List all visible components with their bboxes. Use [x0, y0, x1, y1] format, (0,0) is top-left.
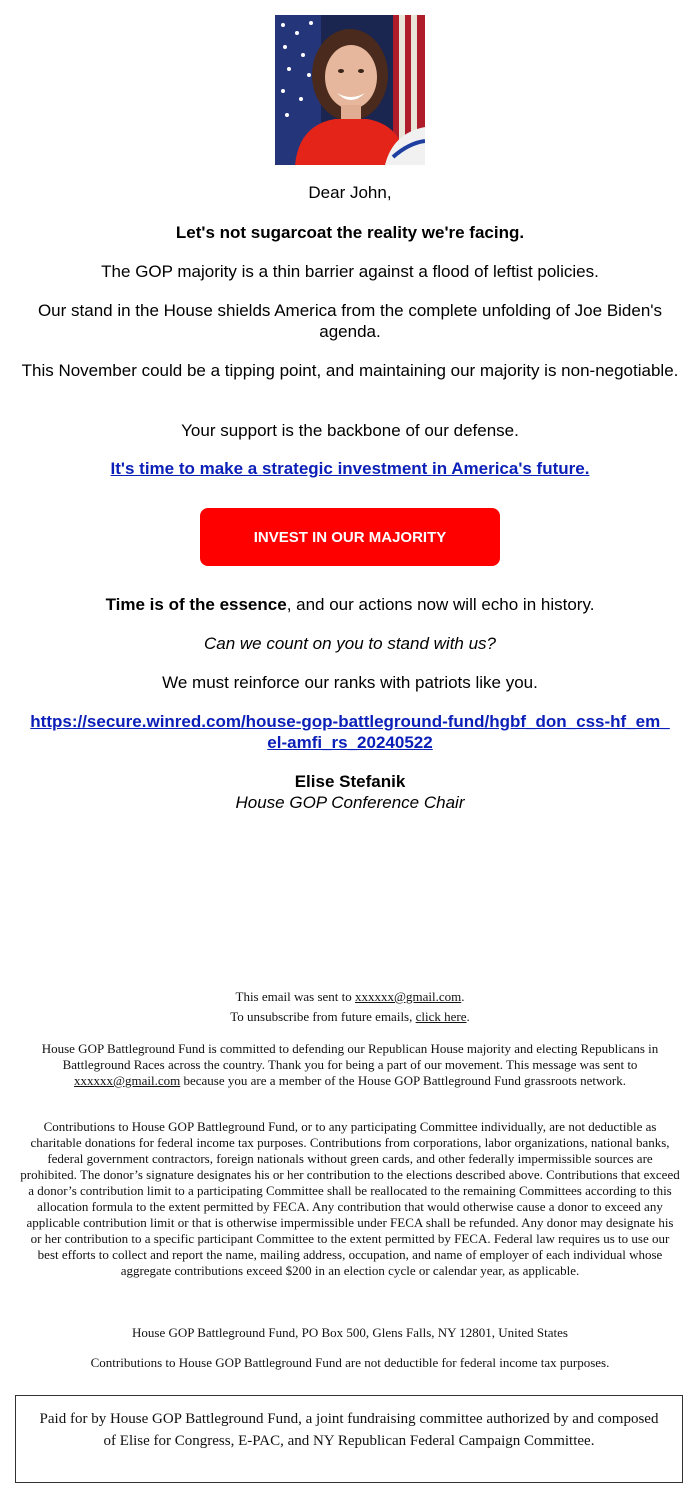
investment-link[interactable]: It's time to make a strategic investment in America's future.: [110, 459, 590, 478]
mailing-address: House GOP Battleground Fund, PO Box 500, Glens Falls, NY 12801, United States: [132, 1325, 568, 1340]
portrait-image: [275, 15, 425, 165]
signer-name: Elise Stefanik: [294, 772, 406, 791]
unsubscribe-line: [20, 1009, 680, 1025]
sent-to-email-link[interactable]: xxxxxx@gmail.com: [355, 989, 462, 1004]
invest-button[interactable]: INVEST IN OUR MAJORITY: [200, 508, 500, 566]
unsubscribe-suffix: .: [466, 1009, 470, 1024]
paragraph-november: This November could be a tipping point, and maintaining our majority is non-negotiable.: [21, 361, 679, 380]
signer-title: House GOP Conference Chair: [235, 793, 465, 812]
sent-to-suffix: .: [461, 989, 465, 1004]
headline: Let's not sugarcoat the reality we're facing.: [175, 223, 525, 242]
time-essence-bold: Time is of the essence: [105, 595, 287, 614]
contributions-disclaimer: Contributions to House GOP Battleground Fund, or to any participating Committee individually, are not deductible as charitable donations for federal income tax purposes. Contributions from corporations, labor organizations, national banks, federal government contractors, foreign nationals without green cards, and other federally impermissible sources are prohibited. The donor’s signature designates his or her contribution to the elections described above. Contributions that exceed a donor’s contribution limit to a participating Committee shall be reallocated to the remaining Committees according to this allocation formula to the extent permitted by FECA. Any contribution that would otherwise cause a donor to exceed any applicable contribution limit or that is otherwise impermissible under FECA shall be refunded. Any donor may designate his or her contribution to a specific participant Committee to the extent permitted by FECA. Federal law requires us to use our best efforts to collect and report the name, mailing address, occupation, and name of employer of each individual whose aggregate contributions exceed $200 in an election cycle or calendar year, as applicable.: [20, 1119, 680, 1278]
paragraph-gop-majority: The GOP majority is a thin barrier against a flood of leftist policies.: [101, 262, 599, 281]
commitment-text-1: House GOP Battleground Fund is committed to defending our Republican House majority and electing Republicans in Battleground Races across the country. Thank you for being a part of our movement. This message was sent to: [41, 1041, 659, 1072]
commitment-text-2: because you are a member of the House GOP Battleground Fund grassroots network.: [180, 1073, 626, 1088]
sent-to-prefix: This email was sent to: [235, 989, 356, 1004]
time-essence-line: [10, 594, 690, 615]
commitment-email-link[interactable]: xxxxxx@gmail.com: [74, 1073, 181, 1088]
donation-url-link[interactable]: https://secure.winred.com/house-gop-battleground-fund/hgbf_don_css-hf_em_el-amfi_rs_20240522: [30, 712, 670, 752]
question-line: Can we count on you to stand with us?: [203, 634, 496, 653]
paragraph-stand-in-house: Our stand in the House shields America from the complete unfolding of Joe Biden's agenda.: [37, 301, 663, 341]
unsubscribe-prefix: To unsubscribe from future emails,: [230, 1009, 416, 1024]
signer-photo: [275, 15, 425, 165]
paid-for-disclaimer-box: [15, 1395, 683, 1483]
not-deductible-note: Contributions to House GOP Battleground Fund are not deductible for federal income tax purposes.: [90, 1355, 610, 1370]
time-essence-rest: , and our actions now will echo in history.: [286, 595, 595, 614]
unsubscribe-link[interactable]: click here: [415, 1009, 467, 1024]
paragraph-support: Your support is the backbone of our defense.: [181, 421, 519, 440]
sent-to-line: [20, 989, 680, 1005]
reinforce-line: We must reinforce our ranks with patriots like you.: [162, 673, 538, 692]
investment-link-wrapper: [10, 458, 690, 479]
paid-for-text: Paid for by House GOP Battleground Fund, a joint fundraising committee authorized by and composed of Elise for Congress, E-PAC, and NY Republican Federal Campaign Committee.: [39, 1411, 659, 1449]
greeting: Dear John,: [308, 183, 392, 202]
donation-url-wrapper: [10, 711, 690, 753]
commitment-paragraph: [20, 1041, 680, 1089]
